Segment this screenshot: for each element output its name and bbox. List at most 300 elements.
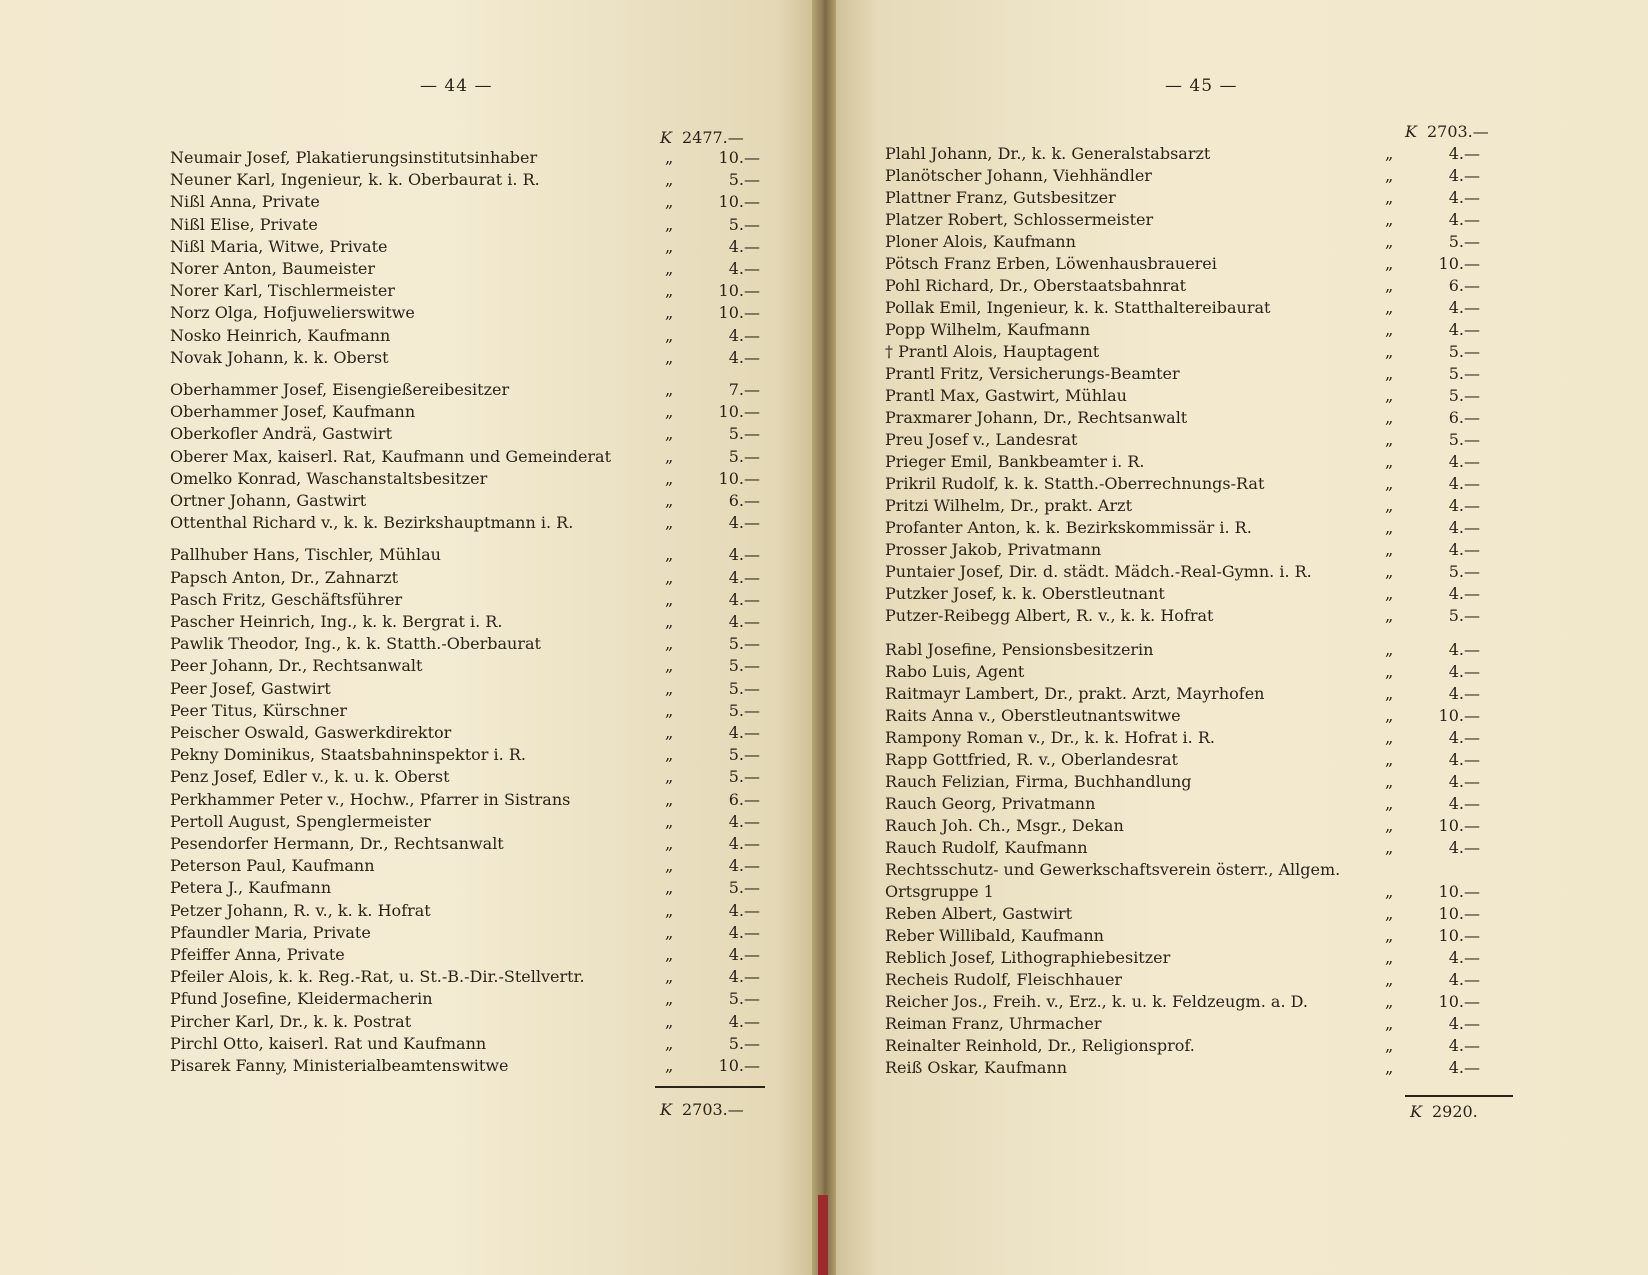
list-item bbox=[170, 348, 770, 370]
donor-name: Peischer Oswald, Gaswerkdirektor bbox=[170, 723, 452, 742]
binding-ribbon bbox=[818, 1195, 828, 1275]
donor-name: Oberer Max, kaiserl. Rat, Kaufmann und Gemeinderat bbox=[170, 446, 612, 466]
ditto-mark: „ bbox=[1385, 232, 1394, 251]
list-item bbox=[170, 259, 770, 281]
ditto-mark: „ bbox=[665, 545, 674, 565]
donor-name: Pritzi Wilhelm, Dr., prakt. Arzt bbox=[885, 496, 1132, 515]
ditto-mark: „ bbox=[1385, 452, 1394, 471]
ditto-mark: „ bbox=[665, 148, 674, 167]
donation-amount: 4. — bbox=[1410, 210, 1480, 229]
donation-amount: 10. — bbox=[690, 303, 760, 322]
list-item bbox=[170, 469, 770, 491]
ditto-mark: „ bbox=[665, 347, 674, 367]
donation-amount: 4. — bbox=[1410, 640, 1480, 659]
donation-amount: 5. — bbox=[690, 1034, 760, 1053]
list-item bbox=[885, 684, 1505, 706]
list-item bbox=[885, 430, 1505, 452]
list-item bbox=[170, 1034, 770, 1056]
donation-amount: 5. — bbox=[1410, 606, 1480, 625]
currency-symbol: K bbox=[660, 128, 672, 147]
donor-name: Norer Karl, Tischlermeister bbox=[170, 281, 395, 301]
donor-name: Reblich Josef, Lithographiebesitzer bbox=[885, 948, 1171, 967]
ditto-mark: „ bbox=[665, 789, 674, 809]
donor-name: Ploner Alois, Kaufmann bbox=[885, 232, 1076, 251]
donor-name: Prikril Rudolf, k. k. Statth.-Oberrechnungs-Rat bbox=[885, 474, 1265, 493]
donation-amount: 10. — bbox=[690, 402, 760, 421]
ditto-mark: „ bbox=[665, 589, 674, 609]
list-item bbox=[885, 342, 1505, 364]
ditto-mark: „ bbox=[1385, 684, 1394, 703]
ditto-mark: „ bbox=[665, 878, 674, 898]
donor-name: Oberhammer Josef, Eisengießereibesitzer bbox=[170, 380, 510, 399]
donation-amount: 10. — bbox=[690, 1056, 760, 1075]
ditto-mark: „ bbox=[1385, 188, 1394, 207]
donor-name: Rabo Luis, Agent bbox=[885, 662, 1025, 681]
donor-name: Nosko Heinrich, Kaufmann bbox=[170, 325, 391, 345]
donor-name: Papsch Anton, Dr., Zahnarzt bbox=[170, 567, 399, 587]
donor-name: Reicher Jos., Freih. v., Erz., k. u. k. Feldzeugm. a. D. bbox=[885, 992, 1308, 1011]
donation-amount: 5. — bbox=[690, 215, 760, 234]
list-item bbox=[885, 816, 1505, 838]
ditto-mark: „ bbox=[1385, 518, 1394, 537]
donation-amount: 4. — bbox=[1410, 970, 1480, 989]
ditto-mark: „ bbox=[1385, 254, 1394, 273]
list-item bbox=[170, 856, 770, 878]
list-item bbox=[170, 901, 770, 923]
ditto-mark: „ bbox=[1385, 838, 1394, 857]
ditto-mark: „ bbox=[1385, 386, 1394, 405]
page-total-amount: 2920. bbox=[1431, 1102, 1478, 1121]
ditto-mark: „ bbox=[1385, 948, 1394, 967]
donation-amount: 4. — bbox=[1410, 540, 1480, 559]
list-item bbox=[885, 188, 1505, 210]
donor-name: Platzer Robert, Schlossermeister bbox=[885, 210, 1154, 229]
donor-name: Praxmarer Johann, Dr., Rechtsanwalt bbox=[885, 408, 1188, 427]
donor-name: Pasch Fritz, Geschäftsführer bbox=[170, 589, 403, 609]
list-item bbox=[885, 364, 1505, 386]
donation-amount: 4. — bbox=[690, 923, 760, 942]
donation-amount: 4. — bbox=[1410, 188, 1480, 207]
ditto-mark: „ bbox=[665, 1033, 674, 1053]
list-item bbox=[885, 562, 1505, 584]
ditto-mark: „ bbox=[1385, 298, 1394, 317]
list-item bbox=[885, 640, 1505, 662]
list-item bbox=[885, 706, 1505, 728]
list-item bbox=[170, 590, 770, 612]
donor-name: Rechtsschutz- und Gewerkschaftsverein österr., Allgem. bbox=[885, 860, 1341, 879]
donation-amount: 4. — bbox=[690, 545, 760, 564]
donor-name: Puntaier Josef, Dir. d. städt. Mädch.-Real-Gymn. i. R. bbox=[885, 562, 1312, 581]
list-item bbox=[885, 232, 1505, 254]
donation-amount: 10. — bbox=[1410, 706, 1480, 725]
donation-amount: 6. — bbox=[1410, 408, 1480, 427]
ditto-mark: „ bbox=[1385, 144, 1394, 163]
donor-name: Peer Johann, Dr., Rechtsanwalt bbox=[170, 656, 423, 676]
donor-name: Norer Anton, Baumeister bbox=[170, 259, 375, 278]
ditto-mark: „ bbox=[665, 811, 674, 831]
donor-list bbox=[0, 0, 818, 1275]
list-item bbox=[170, 402, 770, 424]
ditto-mark: „ bbox=[665, 745, 674, 765]
list-item bbox=[885, 540, 1505, 562]
sum-rule bbox=[655, 1086, 765, 1088]
donor-name: Raits Anna v., Oberstleutnantswitwe bbox=[885, 706, 1181, 725]
list-item bbox=[885, 606, 1505, 628]
donation-amount: 10. — bbox=[690, 148, 760, 167]
donation-amount: 4. — bbox=[690, 945, 760, 964]
sum-rule bbox=[1405, 1095, 1513, 1097]
list-item bbox=[170, 812, 770, 834]
book-gutter bbox=[812, 0, 836, 1275]
donor-name: Prieger Emil, Bankbeamter i. R. bbox=[885, 452, 1145, 471]
donation-amount: 4. — bbox=[690, 237, 760, 256]
donor-name: Pötsch Franz Erben, Löwenhausbrauerei bbox=[885, 254, 1217, 273]
right-page bbox=[830, 0, 1648, 1275]
list-item bbox=[885, 838, 1505, 860]
donation-amount: 4. — bbox=[690, 834, 760, 853]
list-item bbox=[885, 882, 1505, 904]
donor-list bbox=[830, 0, 1648, 1275]
donation-amount: 4. — bbox=[1410, 452, 1480, 471]
ditto-mark: „ bbox=[665, 491, 674, 510]
ditto-mark: „ bbox=[665, 656, 674, 676]
donation-amount: 6. — bbox=[690, 491, 760, 510]
donor-name: Nißl Anna, Private bbox=[170, 192, 320, 212]
donor-name: Planötscher Johann, Viehhändler bbox=[885, 166, 1152, 185]
ditto-mark: „ bbox=[665, 900, 674, 920]
donor-name: Prantl Fritz, Versicherungs-Beamter bbox=[885, 364, 1180, 383]
donation-amount: 4. — bbox=[690, 1012, 760, 1031]
donation-amount: 4. — bbox=[690, 612, 760, 631]
ditto-mark: „ bbox=[1385, 750, 1394, 769]
donation-amount: 4. — bbox=[1410, 298, 1480, 317]
list-item bbox=[885, 452, 1505, 474]
list-item bbox=[170, 170, 770, 192]
donor-name: Popp Wilhelm, Kaufmann bbox=[885, 320, 1090, 339]
ditto-mark: „ bbox=[665, 567, 674, 587]
ditto-mark: „ bbox=[1385, 640, 1394, 659]
ditto-mark: „ bbox=[665, 1056, 674, 1075]
ditto-mark: „ bbox=[1385, 364, 1394, 383]
ditto-mark: „ bbox=[1385, 1014, 1394, 1033]
donor-name: Rabl Josefine, Pensionsbesitzerin bbox=[885, 640, 1154, 659]
donor-name: Reiman Franz, Uhrmacher bbox=[885, 1014, 1102, 1033]
donation-amount: 5. — bbox=[690, 656, 760, 675]
donor-name: Neumair Josef, Plakatierungsinstitutsinhaber bbox=[170, 148, 538, 167]
ditto-mark: „ bbox=[665, 424, 674, 444]
donation-amount: 4. — bbox=[1410, 166, 1480, 185]
donor-name: Profanter Anton, k. k. Bezirkskommissär i. R. bbox=[885, 518, 1252, 537]
list-item bbox=[170, 568, 770, 590]
left-page bbox=[0, 0, 818, 1275]
list-item bbox=[885, 772, 1505, 794]
donation-amount: 4. — bbox=[1410, 584, 1480, 603]
ditto-mark: „ bbox=[1385, 408, 1394, 427]
list-item bbox=[885, 408, 1505, 430]
list-item bbox=[170, 967, 770, 989]
donation-amount: 5. — bbox=[690, 701, 760, 720]
donor-name: Petzer Johann, R. v., k. k. Hofrat bbox=[170, 900, 431, 920]
donation-amount: 5. — bbox=[690, 634, 760, 653]
list-item bbox=[885, 970, 1505, 992]
donation-amount: 4. — bbox=[1410, 838, 1480, 857]
donation-amount: 4. — bbox=[1410, 772, 1480, 791]
ditto-mark: „ bbox=[1385, 970, 1394, 989]
list-item bbox=[170, 878, 770, 900]
list-item bbox=[170, 491, 770, 513]
donation-amount: 10. — bbox=[1410, 992, 1480, 1011]
list-item bbox=[885, 926, 1505, 948]
donation-amount: 10. — bbox=[1410, 882, 1480, 901]
ditto-mark: „ bbox=[1385, 904, 1394, 923]
donation-amount: 10. — bbox=[1410, 926, 1480, 945]
list-item bbox=[170, 612, 770, 634]
list-item bbox=[170, 701, 770, 723]
list-item bbox=[170, 767, 770, 789]
list-item bbox=[885, 276, 1505, 298]
donor-name: Nißl Elise, Private bbox=[170, 214, 318, 234]
donation-amount: 4. — bbox=[1410, 144, 1480, 163]
donor-name: Raitmayr Lambert, Dr., prakt. Arzt, Mayrhofen bbox=[885, 684, 1265, 703]
list-item bbox=[170, 723, 770, 745]
list-item bbox=[170, 380, 770, 402]
list-item bbox=[885, 728, 1505, 750]
list-item bbox=[885, 1036, 1505, 1058]
donation-amount: 5. — bbox=[690, 767, 760, 786]
list-item bbox=[170, 989, 770, 1011]
list-item bbox=[170, 1056, 770, 1078]
ditto-mark: „ bbox=[1385, 728, 1394, 747]
ditto-mark: „ bbox=[665, 303, 674, 323]
donation-amount: 10. — bbox=[690, 192, 760, 211]
list-item bbox=[885, 144, 1505, 166]
list-item bbox=[885, 518, 1505, 540]
list-item bbox=[170, 326, 770, 348]
ditto-mark: „ bbox=[665, 945, 674, 964]
list-item bbox=[885, 210, 1505, 232]
list-item bbox=[170, 656, 770, 678]
list-item bbox=[885, 992, 1505, 1014]
ditto-mark: „ bbox=[665, 468, 674, 488]
list-item bbox=[885, 496, 1505, 518]
carried-forward-amount: 2477.— bbox=[681, 128, 744, 147]
ditto-mark: „ bbox=[1385, 926, 1394, 945]
ditto-mark: „ bbox=[665, 700, 674, 720]
list-item bbox=[170, 679, 770, 701]
list-item bbox=[885, 794, 1505, 816]
ditto-mark: „ bbox=[665, 192, 674, 212]
donation-amount: 4. — bbox=[690, 812, 760, 831]
list-item bbox=[170, 634, 770, 656]
donor-name: Recheis Rudolf, Fleischhauer bbox=[885, 970, 1123, 989]
ditto-mark: „ bbox=[1385, 474, 1394, 493]
ditto-mark: „ bbox=[665, 281, 674, 301]
list-item bbox=[885, 1014, 1505, 1036]
donor-name: Nißl Maria, Witwe, Private bbox=[170, 236, 388, 256]
ditto-mark: „ bbox=[1385, 882, 1394, 901]
ditto-mark: „ bbox=[665, 723, 674, 742]
donor-name: Pollak Emil, Ingenieur, k. k. Statthaltereibaurat bbox=[885, 298, 1271, 317]
ditto-mark: „ bbox=[1385, 540, 1394, 559]
donor-name: Pfaundler Maria, Private bbox=[170, 922, 371, 942]
ditto-mark: „ bbox=[1385, 706, 1394, 725]
donation-amount: 5. — bbox=[690, 878, 760, 897]
donation-amount: 5. — bbox=[690, 745, 760, 764]
page-total bbox=[1410, 1102, 1478, 1121]
list-item bbox=[885, 320, 1505, 342]
ditto-mark: „ bbox=[665, 259, 674, 278]
donor-name: Pertoll August, Spenglermeister bbox=[170, 811, 431, 831]
ditto-mark: „ bbox=[665, 767, 674, 787]
ditto-mark: „ bbox=[1385, 584, 1394, 603]
donor-name: Pfund Josefine, Kleidermacherin bbox=[170, 989, 433, 1009]
donor-name: Pascher Heinrich, Ing., k. k. Bergrat i. R. bbox=[170, 612, 503, 631]
donation-amount: 4. — bbox=[1410, 728, 1480, 747]
donor-name: Neuner Karl, Ingenieur, k. k. Oberbaurat i. R. bbox=[170, 170, 540, 190]
donor-name: Reinalter Reinhold, Dr., Religionsprof. bbox=[885, 1036, 1195, 1055]
list-item bbox=[170, 281, 770, 303]
donation-amount: 4. — bbox=[1410, 662, 1480, 681]
donation-amount: 4. — bbox=[1410, 1058, 1480, 1077]
ditto-mark: „ bbox=[665, 214, 674, 234]
donation-amount: 5. — bbox=[1410, 562, 1480, 581]
ditto-mark: „ bbox=[1385, 496, 1394, 515]
donor-name: † Prantl Alois, Hauptagent bbox=[885, 342, 1100, 361]
ditto-mark: „ bbox=[665, 612, 674, 631]
donation-amount: 5. — bbox=[690, 679, 760, 698]
list-item bbox=[170, 215, 770, 237]
donation-amount: 5. — bbox=[690, 447, 760, 466]
currency-symbol: K bbox=[1405, 122, 1417, 141]
carried-forward-amount: 2703.— bbox=[1426, 122, 1489, 141]
donation-amount: 10. — bbox=[690, 469, 760, 488]
donation-amount: 5. — bbox=[1410, 232, 1480, 251]
donor-name: Peer Titus, Kürschner bbox=[170, 700, 348, 720]
ditto-mark: „ bbox=[665, 834, 674, 853]
list-item bbox=[170, 192, 770, 214]
list-item bbox=[885, 904, 1505, 926]
ditto-mark: „ bbox=[665, 989, 674, 1009]
list-item bbox=[170, 545, 770, 567]
ditto-mark: „ bbox=[1385, 430, 1394, 449]
list-item bbox=[170, 513, 770, 535]
donation-amount: 5. — bbox=[1410, 430, 1480, 449]
list-item bbox=[885, 584, 1505, 606]
donation-amount: 10. — bbox=[1410, 254, 1480, 273]
list-item bbox=[170, 447, 770, 469]
list-item bbox=[170, 923, 770, 945]
ditto-mark: „ bbox=[1385, 210, 1394, 229]
donation-amount: 4. — bbox=[690, 856, 760, 875]
donor-name: Pircher Karl, Dr., k. k. Postrat bbox=[170, 1011, 412, 1031]
donation-amount: 10. — bbox=[1410, 904, 1480, 923]
donor-name: Pohl Richard, Dr., Oberstaatsbahnrat bbox=[885, 276, 1187, 295]
donation-amount: 4. — bbox=[690, 901, 760, 920]
donor-name: Rauch Georg, Privatmann bbox=[885, 794, 1096, 813]
ditto-mark: „ bbox=[665, 402, 674, 422]
donation-amount: 4. — bbox=[1410, 320, 1480, 339]
donor-name: Rauch Rudolf, Kaufmann bbox=[885, 838, 1088, 857]
donor-name: Rampony Roman v., Dr., k. k. Hofrat i. R. bbox=[885, 728, 1215, 747]
ditto-mark: „ bbox=[1385, 166, 1394, 185]
donor-name: Pirchl Otto, kaiserl. Rat und Kaufmann bbox=[170, 1033, 487, 1053]
list-item bbox=[170, 303, 770, 325]
donor-name: Pesendorfer Hermann, Dr., Rechtsanwalt bbox=[170, 834, 504, 853]
ditto-mark: „ bbox=[1385, 816, 1394, 835]
donor-name: Peer Josef, Gastwirt bbox=[170, 678, 331, 698]
donation-amount: 4. — bbox=[1410, 518, 1480, 537]
donor-name: Putzker Josef, k. k. Oberstleutnant bbox=[885, 584, 1165, 603]
donation-amount: 4. — bbox=[690, 568, 760, 587]
ditto-mark: „ bbox=[665, 678, 674, 698]
donation-amount: 4. — bbox=[1410, 948, 1480, 967]
ditto-mark: „ bbox=[665, 634, 674, 654]
donation-amount: 4. — bbox=[690, 967, 760, 986]
donation-amount: 5. — bbox=[1410, 364, 1480, 383]
donation-amount: 5. — bbox=[690, 170, 760, 189]
list-item bbox=[885, 386, 1505, 408]
ditto-mark: „ bbox=[1385, 606, 1394, 625]
donor-name: Ortner Johann, Gastwirt bbox=[170, 491, 367, 510]
donation-amount: 6. — bbox=[1410, 276, 1480, 295]
list-item bbox=[170, 148, 770, 170]
donor-name: Prosser Jakob, Privatmann bbox=[885, 540, 1102, 559]
ditto-mark: „ bbox=[1385, 320, 1394, 339]
donor-name: Plattner Franz, Gutsbesitzer bbox=[885, 188, 1116, 207]
donation-amount: 4. — bbox=[1410, 496, 1480, 515]
donor-name: Rauch Felizian, Firma, Buchhandlung bbox=[885, 772, 1192, 791]
donor-name: Prantl Max, Gastwirt, Mühlau bbox=[885, 386, 1127, 405]
donor-name: Pekny Dominikus, Staatsbahninspektor i. R. bbox=[170, 745, 526, 765]
donation-amount: 7. — bbox=[690, 380, 760, 399]
ditto-mark: „ bbox=[665, 967, 674, 987]
donation-amount: 4. — bbox=[1410, 474, 1480, 493]
ditto-mark: „ bbox=[665, 325, 674, 345]
donor-name: Novak Johann, k. k. Oberst bbox=[170, 347, 389, 367]
page-total bbox=[660, 1100, 744, 1119]
list-item bbox=[885, 860, 1505, 882]
donor-name: Norz Olga, Hofjuwelierswitwe bbox=[170, 303, 415, 323]
donor-name: Oberkofler Andrä, Gastwirt bbox=[170, 424, 392, 444]
ditto-mark: „ bbox=[665, 170, 674, 190]
ditto-mark: „ bbox=[665, 1011, 674, 1031]
donor-name: Perkhammer Peter v., Hochw., Pfarrer in Sistrans bbox=[170, 789, 571, 809]
donation-amount: 4. — bbox=[690, 590, 760, 609]
donation-amount: 10. — bbox=[1410, 816, 1480, 835]
donation-amount: 4. — bbox=[690, 348, 760, 367]
ditto-mark: „ bbox=[665, 922, 674, 942]
ditto-mark: „ bbox=[1385, 342, 1394, 361]
donor-name: Petera J., Kaufmann bbox=[170, 878, 332, 898]
list-item bbox=[170, 834, 770, 856]
ditto-mark: „ bbox=[1385, 992, 1394, 1011]
ditto-mark: „ bbox=[1385, 662, 1394, 681]
donor-name: Plahl Johann, Dr., k. k. Generalstabsarzt bbox=[885, 144, 1211, 163]
list-item bbox=[170, 790, 770, 812]
donation-amount: 10. — bbox=[690, 281, 760, 300]
list-item bbox=[885, 948, 1505, 970]
ditto-mark: „ bbox=[665, 513, 674, 533]
donation-amount: 5. — bbox=[1410, 386, 1480, 405]
donation-amount: 4. — bbox=[1410, 684, 1480, 703]
page-number: — 44 — bbox=[420, 76, 493, 96]
donation-amount: 4. — bbox=[1410, 1036, 1480, 1055]
donor-name: Rapp Gottfried, R. v., Oberlandesrat bbox=[885, 750, 1178, 769]
list-item bbox=[170, 945, 770, 967]
ditto-mark: „ bbox=[1385, 1058, 1394, 1077]
ditto-mark: „ bbox=[665, 380, 674, 399]
list-item bbox=[885, 166, 1505, 188]
